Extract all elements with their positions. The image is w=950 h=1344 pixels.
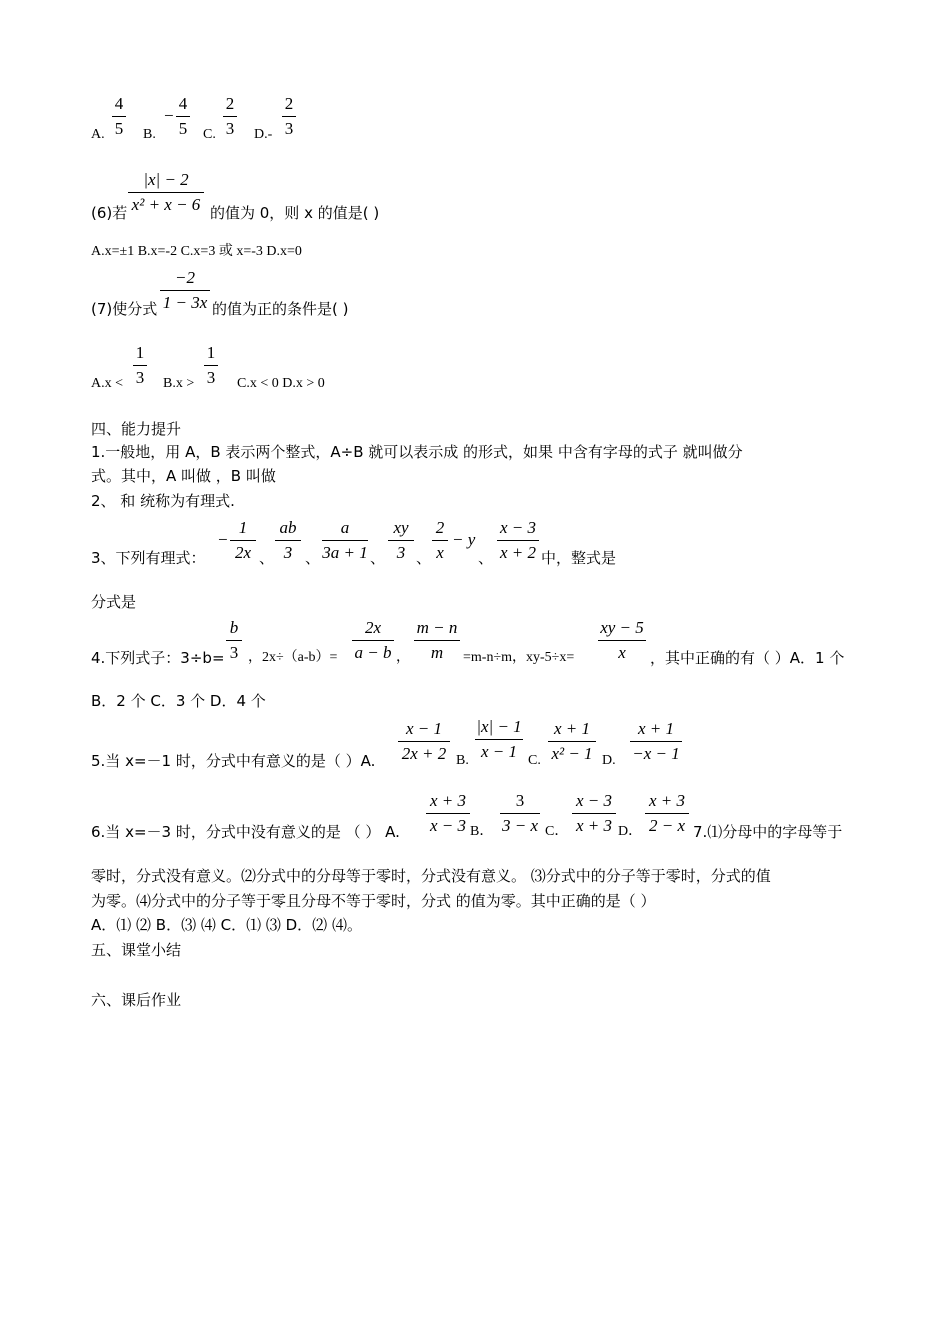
q5-c-label: C.: [203, 127, 216, 142]
s4-p5-prefix: 5.当 x=－1 时，分式中有意义的是（ ）A.: [91, 752, 376, 770]
q7-prefix: (7)使分式: [91, 300, 158, 318]
s4-p6-c-label: C．: [545, 824, 569, 839]
s4-p7-line2: 零时，分式没有意义。⑵分式中的分母等于零时，分式没有意义。 ⑶分式中的分子等于零时，分式的值: [91, 867, 771, 885]
s4-p4-part1: 4.下列式子：3÷b=: [91, 649, 225, 667]
q5-a-den: 5: [114, 119, 124, 138]
s4-p6-b-label: B．: [470, 824, 494, 839]
q6-options: A.x=±1 B.x=-2 C.x=3 或 x=-3 D.x=0: [91, 244, 302, 259]
s4-p5-c-label: C.: [528, 753, 541, 768]
s4-p6-d-label: D．: [618, 824, 643, 839]
q5-c-fraction: 2 3: [223, 94, 237, 139]
s4-p2: 2、 和 统称为有理式.: [91, 492, 235, 510]
s4-p6-prefix: 6.当 x=－3 时，分式中没有意义的是 （ ） A.: [91, 823, 400, 841]
s4-p3-f1: 1 2x: [230, 518, 256, 563]
s4-p4-f4: xy − 5 x: [598, 618, 646, 663]
s4-p4-part4: ，其中正确的有（ ）A．1 个: [650, 649, 845, 667]
section5-title: 五、课堂小结: [91, 941, 182, 959]
s4-p4-f1: b 3: [226, 618, 242, 663]
s4-p5-c: x + 1 x² − 1: [548, 719, 596, 764]
q5-b-sign: −: [164, 106, 174, 125]
s4-p6-b: 3 3 − x: [501, 791, 539, 835]
s4-p6-a: x + 3 x − 3: [426, 791, 470, 836]
s4-p4-comma: ，: [396, 650, 410, 665]
s4-p3-f3: a 3a + 1: [322, 518, 368, 562]
q6-suffix: 的值为 0，则 x 的值是( ): [210, 204, 380, 222]
s4-p5-b: |x| − 1 x − 1: [476, 717, 522, 761]
s4-p7-start: 7.⑴分母中的字母等于: [693, 823, 843, 841]
s4-p3-f1-sign: −: [218, 530, 228, 549]
q5-a-num: 4: [114, 94, 124, 113]
q7-b-label: B.x >: [163, 376, 195, 391]
q5-a-label: A.: [91, 127, 105, 142]
s4-p6-d: x + 3 2 − x: [645, 791, 689, 836]
s4-p3-prefix: 3、下列有理式：: [91, 549, 206, 567]
s4-p3-sep2: 、: [305, 549, 321, 567]
s4-p5-a: x − 1 2x + 2: [398, 719, 450, 764]
s4-p1-line1: 1.一般地，用 A，B 表示两个整式，A÷B 就可以表示成 的形式，如果 中含有字母的式子 就叫做分: [91, 443, 743, 461]
s4-p5-d: x + 1 −x − 1: [630, 719, 682, 764]
q6-prefix: (6)若: [91, 204, 128, 222]
s4-p3-suffix: 中，整式是: [541, 549, 617, 567]
q7-rest-options: C.x < 0 D.x > 0: [237, 376, 325, 391]
s4-p5-d-label: D.: [602, 753, 616, 768]
s4-p4-part3: =m-n÷m，xy-5÷x=: [463, 650, 575, 665]
q5-b-fraction: 4 5: [176, 94, 190, 139]
q7-a-fraction: 1 3: [133, 343, 147, 388]
s4-p4-line2: B．2 个 C．3 个 D．4 个: [91, 692, 266, 710]
s4-p3-f4: xy 3: [388, 518, 414, 563]
s4-p5-b-label: B.: [456, 753, 469, 768]
s4-p3-f6: x − 3 x + 2: [497, 518, 539, 563]
q7-suffix: 的值为正的条件是( ): [212, 300, 349, 318]
s4-p3-sep5: 、: [478, 549, 494, 567]
s4-p3-sep1: 、: [259, 549, 275, 567]
q5-d-label: D.-: [254, 127, 273, 142]
s4-p4-f3: m − n m: [414, 618, 460, 663]
s4-p3-f5: 2 x: [432, 518, 448, 563]
s4-p4-f2: 2x a − b: [352, 618, 394, 663]
q7-fraction: −2 1 − 3x: [160, 268, 210, 313]
s4-p7-line4: A．⑴ ⑵ B．⑶ ⑷ C．⑴ ⑶ D．⑵ ⑷。: [91, 916, 362, 934]
section6-title: 六、课后作业: [91, 991, 182, 1009]
q7-b-fraction: 1 3: [204, 343, 218, 388]
s4-p3-f5-tail: − y: [452, 530, 476, 549]
s4-p3-sep3: 、: [370, 549, 386, 567]
q5-b-label: B.: [143, 127, 156, 142]
q6-fraction: |x| − 2 x² + x − 6: [128, 170, 204, 215]
q7-a-label: A.x <: [91, 376, 124, 391]
section4-title: 四、能力提升: [91, 420, 182, 438]
s4-p1-line2: 式。其中，A 叫做 ，B 叫做: [91, 467, 276, 485]
s4-p3-f2: ab 3: [275, 518, 301, 563]
s4-p3-line2: 分式是: [91, 593, 137, 611]
s4-p4-part2: ，2x÷（a-b）=: [248, 650, 338, 665]
s4-p7-line3: 为零。⑷分式中的分子等于零且分母不等于零时，分式 的值为零。其中正确的是（ ）: [91, 892, 656, 910]
s4-p3-sep4: 、: [416, 549, 432, 567]
s4-p6-c: x − 3 x + 3: [572, 791, 616, 836]
q5-a-fraction: [112, 94, 126, 139]
q5-d-fraction: 2 3: [282, 94, 296, 139]
